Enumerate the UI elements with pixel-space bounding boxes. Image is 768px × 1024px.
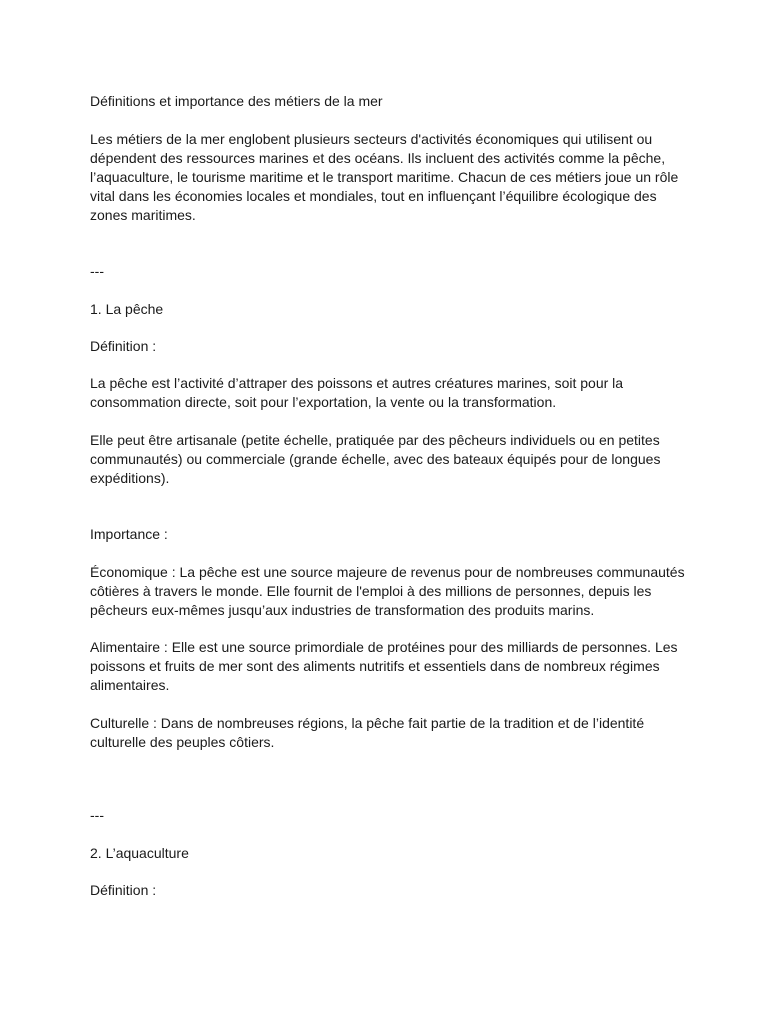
importance-economique-line: Économique : La pêche est une source majeure de revenus pour de nombreuses communautés: [90, 564, 685, 580]
definition-paragraph-line: expéditions).: [90, 470, 170, 486]
section-2-definition-label: Définition :: [90, 882, 157, 898]
importance-economique-line: côtières à travers le monde. Elle fournit de l'emploi à des millions de personnes, depuis les: [90, 583, 652, 599]
section-1-definition-label: Définition :: [90, 338, 157, 354]
definition-paragraph-line: consommation directe, soit pour l’exportation, la vente ou la transformation.: [90, 394, 557, 410]
importance-alimentaire-line: Alimentaire : Elle est une source primordiale de protéines pour des milliards de personnes. Les: [90, 639, 678, 655]
intro-line: zones maritimes.: [90, 207, 196, 223]
section-1-importance-label: Importance :: [90, 526, 168, 542]
definition-paragraph-line: Elle peut être artisanale (petite échelle, pratiquée par des pêcheurs individuels ou en petites: [90, 432, 660, 448]
intro-line: Les métiers de la mer englobent plusieurs secteurs d'activités économiques qui utilisent ou: [90, 131, 653, 147]
importance-alimentaire-line: poissons et fruits de mer sont des aliments nutritifs et essentiels dans de nombreux régimes: [90, 658, 660, 674]
document-title: Définitions et importance des métiers de la mer: [90, 93, 383, 109]
importance-culturelle-line: Culturelle : Dans de nombreuses régions, la pêche fait partie de la tradition et de l’identité: [90, 715, 645, 731]
separator: ---: [90, 807, 104, 823]
intro-line: dépendent des ressources marines et des océans. Ils incluent des activités comme la pêche,: [90, 150, 666, 166]
section-2-heading: 2. L’aquaculture: [90, 845, 189, 861]
intro-line: l’aquaculture, le tourisme maritime et le transport maritime. Chacun de ces métiers joue un rôle: [90, 169, 679, 185]
definition-paragraph-line: La pêche est l’activité d’attraper des poissons et autres créatures marines, soit pour la: [90, 375, 624, 391]
importance-economique-line: pêcheurs eux-mêmes jusqu’aux industries de transformation des produits marins.: [90, 602, 595, 618]
intro-line: vital dans les économies locales et mondiales, tout en influençant l’équilibre écologique des: [90, 188, 657, 204]
importance-culturelle-line: culturelle des peuples côtiers.: [90, 734, 275, 750]
importance-alimentaire-line: alimentaires.: [90, 677, 170, 693]
definition-paragraph-line: communautés) ou commerciale (grande échelle, avec des bateaux équipés pour de longues: [90, 451, 661, 467]
separator: ---: [90, 263, 104, 279]
section-1-heading: 1. La pêche: [90, 301, 164, 317]
